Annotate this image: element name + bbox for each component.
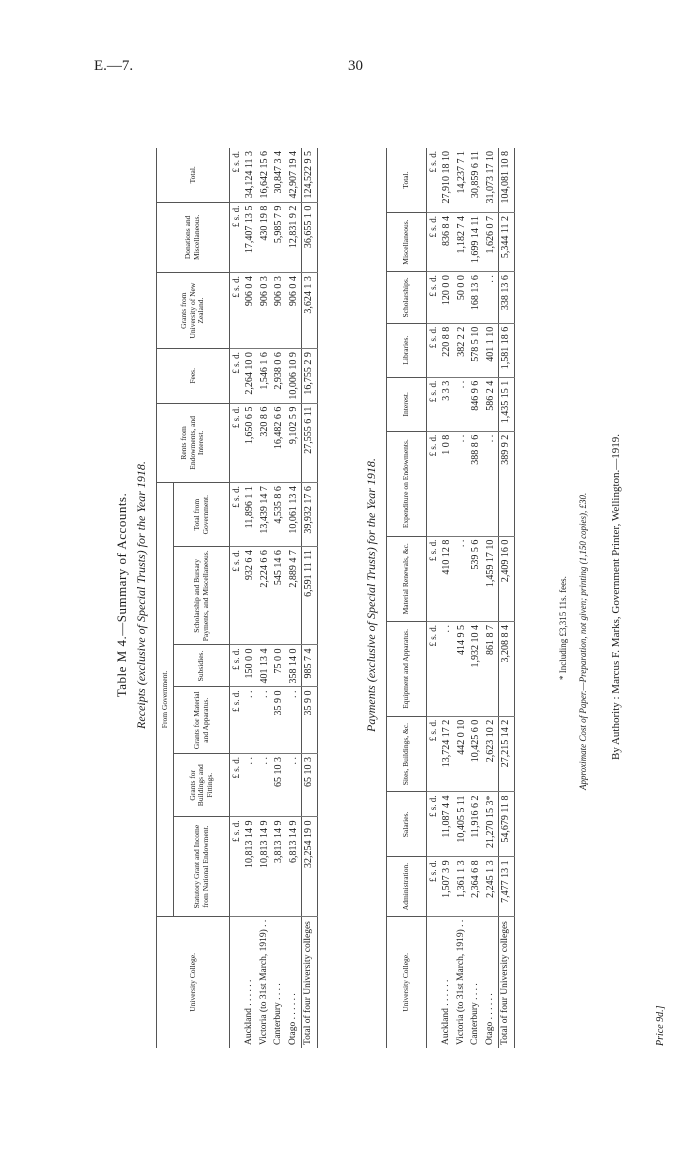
table-cell: 16,482 6 6 <box>272 403 287 483</box>
units-cell: £ s. d. <box>230 202 244 273</box>
total-cell: 36,655 1 0 <box>302 202 318 273</box>
rotated-page-content <box>110 130 680 1060</box>
table-cell: 13,724 17 2 <box>440 716 455 792</box>
col-header: Fees. <box>157 349 230 404</box>
table-cell: . . <box>455 431 470 536</box>
table-cell: . . <box>243 754 258 817</box>
table-cell: 30,847 3 4 <box>272 148 287 202</box>
table-cell: 42,907 19 4 <box>287 148 302 202</box>
units-cell: £ s. d. <box>230 148 244 202</box>
units-cell: £ s. d. <box>230 754 244 817</box>
col-header: Grants from University of New Zealand. <box>157 273 230 349</box>
units-cell: £ s. d. <box>230 403 244 483</box>
table-cell: 12,831 9 2 <box>287 202 302 273</box>
table-cell: 4,535 8 6 <box>272 483 287 547</box>
college-name: Otago . . . . . . <box>484 993 495 1045</box>
units-cell: £ s. d. <box>230 817 244 916</box>
cost-note: Approximate Cost of Paper.—Preparation, not given; printing (1,150 copies), £30. <box>578 492 588 790</box>
col-header: Equipment and Apparatus. <box>387 622 427 717</box>
college-name: Auckland . . . . . . <box>244 979 255 1045</box>
total-cell: 54,679 11 8 <box>499 792 515 857</box>
table-cell: 30,859 6 11 <box>469 148 484 213</box>
total-cell: 2,409 16 0 <box>499 536 515 621</box>
college-name: Canterbury . . . . <box>470 983 481 1045</box>
footnote: * Including £3,315 11s. fees. <box>558 576 568 680</box>
units-label <box>230 916 244 1048</box>
document-code: E.—7. <box>94 58 134 74</box>
table-cell: 2,623 10 2 <box>484 716 499 792</box>
table-cell: 836 8 4 <box>440 213 455 272</box>
table-row <box>484 148 499 1048</box>
receipts-subtitle: Receipts (exclusive of Special Trusts) for the Year 1918. <box>134 461 148 729</box>
table-cell: 50 0 0 <box>455 272 470 324</box>
table-cell: 11,896 1 1 <box>243 483 258 547</box>
table-cell: 2,264 10 0 <box>243 349 258 404</box>
table-row <box>258 148 273 1048</box>
total-cell: 32,254 19 0 <box>302 817 318 916</box>
table-cell: 1,459 17 10 <box>484 536 499 621</box>
col-header: Material Renewals, &c. <box>387 536 427 621</box>
col-header: University College. <box>157 916 230 1048</box>
total-cell: 27,555 6 11 <box>302 403 318 483</box>
printer-authority: By Authority : Marcus F. Marks, Government Printer, Wellington.—1919. <box>610 433 622 760</box>
table-cell: 21,270 15 3* <box>484 792 499 857</box>
table-cell: 401 13 4 <box>258 645 273 687</box>
units-cell: £ s. d. <box>427 148 441 213</box>
units-cell: £ s. d. <box>427 536 441 621</box>
col-header: Subsidies. <box>174 645 230 687</box>
table-row <box>469 148 484 1048</box>
col-header: Statutory Grant and Income from National Endowment. <box>174 817 230 916</box>
table-cell: 442 0 10 <box>455 716 470 792</box>
table-cell: 11,087 4 4 <box>440 792 455 857</box>
units-cell: £ s. d. <box>427 213 441 272</box>
table-cell: . . <box>258 687 273 754</box>
total-row <box>302 148 318 1048</box>
col-header: Total. <box>387 148 427 213</box>
table-cell: 220 8 8 <box>440 323 455 377</box>
table-cell: 1,932 10 4 <box>469 622 484 717</box>
table-cell: 3 3 3 <box>440 377 455 431</box>
units-cell: £ s. d. <box>427 377 441 431</box>
table-cell: . . <box>243 687 258 754</box>
table-cell: 358 14 0 <box>287 645 302 687</box>
table-cell: . . <box>484 272 499 324</box>
table-cell: 10,813 14 9 <box>258 817 273 916</box>
table-cell: . . <box>484 431 499 536</box>
col-header: Salaries. <box>387 792 427 857</box>
col-header: Libraries. <box>387 323 427 377</box>
table-cell: 34,124 11 3 <box>243 148 258 202</box>
payments-subtitle: Payments (exclusive of Special Trusts) for the Year 1918. <box>364 458 378 732</box>
table-title: Table M 4.—Summary of Accounts. <box>114 492 129 698</box>
price: Price 9d.] <box>655 1005 666 1046</box>
table-cell: 1,507 3 9 <box>440 857 455 916</box>
payments-table <box>386 148 515 1048</box>
units-cell: £ s. d. <box>427 857 441 916</box>
total-cell: 39,932 17 6 <box>302 483 318 547</box>
units-row <box>427 148 441 1048</box>
table-cell: . . <box>258 754 273 817</box>
table-cell: 846 9 6 <box>469 377 484 431</box>
table-cell: 5,985 7 9 <box>272 202 287 273</box>
table-cell: 2,889 4 7 <box>287 547 302 645</box>
col-header: Sites, Buildings, &c. <box>387 716 427 792</box>
total-cell: 6,591 11 11 <box>302 547 318 645</box>
page-number: 30 <box>348 58 363 74</box>
table-cell: 120 0 0 <box>440 272 455 324</box>
table-cell: . . <box>287 687 302 754</box>
total-cell: 985 7 4 <box>302 645 318 687</box>
table-cell: 410 12 8 <box>440 536 455 621</box>
table-row <box>272 148 287 1048</box>
col-header: Expenditure on Endowments. <box>387 431 427 536</box>
col-header: University College. <box>387 916 427 1048</box>
table-cell: 861 8 7 <box>484 622 499 717</box>
table-cell: 2,245 1 3 <box>484 857 499 916</box>
table-cell: 14,237 7 1 <box>455 148 470 213</box>
college-name: Victoria (to 31st March, 1919) . . <box>455 919 466 1045</box>
total-row <box>499 148 515 1048</box>
total-cell: 27,215 14 2 <box>499 716 515 792</box>
total-cell: 1,581 18 6 <box>499 323 515 377</box>
table-cell: . . <box>440 622 455 717</box>
table-row <box>440 148 455 1048</box>
total-cell: 7,477 13 1 <box>499 857 515 916</box>
table-cell: 13,439 14 7 <box>258 483 273 547</box>
table-cell: 1,361 1 3 <box>455 857 470 916</box>
units-cell: £ s. d. <box>427 716 441 792</box>
units-cell: £ s. d. <box>230 645 244 687</box>
units-cell: £ s. d. <box>230 273 244 349</box>
payments-body <box>427 148 515 1048</box>
college-name: Otago . . . . . . <box>287 993 298 1045</box>
col-header: Total. <box>157 148 230 202</box>
units-cell: £ s. d. <box>230 687 244 754</box>
table-cell: 1 0 8 <box>440 431 455 536</box>
table-cell: 10,813 14 9 <box>243 817 258 916</box>
col-header: Grants for Buildings and Fittings. <box>174 754 230 817</box>
table-cell: 906 0 3 <box>272 273 287 349</box>
total-label: Total of four University colleges <box>499 916 515 1048</box>
total-cell: 104,081 10 8 <box>499 148 515 213</box>
table-cell: . . <box>455 536 470 621</box>
units-cell: £ s. d. <box>230 547 244 645</box>
table-cell: 9,102 5 9 <box>287 403 302 483</box>
table-cell: 906 0 4 <box>287 273 302 349</box>
units-row <box>230 148 244 1048</box>
college-name: Canterbury . . . . <box>273 983 284 1045</box>
total-cell: 5,344 11 2 <box>499 213 515 272</box>
table-cell: 10,006 10 9 <box>287 349 302 404</box>
table-cell: 578 5 10 <box>469 323 484 377</box>
table-cell: 932 6 4 <box>243 547 258 645</box>
col-header: Donations and Miscellaneous. <box>157 202 230 273</box>
units-cell: £ s. d. <box>230 349 244 404</box>
table-cell: 388 8 6 <box>469 431 484 536</box>
table-row <box>243 148 258 1048</box>
units-cell: £ s. d. <box>427 431 441 536</box>
total-cell: 3,208 8 4 <box>499 622 515 717</box>
units-cell: £ s. d. <box>230 483 244 547</box>
col-header: Scholarships. <box>387 272 427 324</box>
units-cell: £ s. d. <box>427 323 441 377</box>
table-cell: 16,642 15 6 <box>258 148 273 202</box>
table-cell: 906 0 4 <box>243 273 258 349</box>
table-cell: 1,699 14 11 <box>469 213 484 272</box>
col-header: Grants for Material and Apparatus. <box>174 687 230 754</box>
table-cell: 65 10 3 <box>272 754 287 817</box>
college-name: Auckland . . . . . . <box>441 979 452 1045</box>
table-cell: 6,813 14 9 <box>287 817 302 916</box>
table-cell: 150 0 0 <box>243 645 258 687</box>
table-cell: 75 0 0 <box>272 645 287 687</box>
table-cell: . . <box>455 377 470 431</box>
units-cell: £ s. d. <box>427 792 441 857</box>
col-header: Total from Government. <box>174 483 230 547</box>
table-cell: 1,626 0 7 <box>484 213 499 272</box>
table-cell: . . <box>287 754 302 817</box>
total-cell: 1,435 15 1 <box>499 377 515 431</box>
table-cell: 906 0 3 <box>258 273 273 349</box>
table-cell: 401 1 10 <box>484 323 499 377</box>
total-cell: 65 10 3 <box>302 754 318 817</box>
col-header: Interest. <box>387 377 427 431</box>
table-row <box>455 148 470 1048</box>
col-header: Rents from Endowments, and Interest. <box>157 403 230 483</box>
total-cell: 16,755 2 9 <box>302 349 318 404</box>
total-label: Total of four University colleges <box>302 916 318 1048</box>
units-cell: £ s. d. <box>427 272 441 324</box>
total-cell: 124,522 9 5 <box>302 148 318 202</box>
total-cell: 35 9 0 <box>302 687 318 754</box>
table-cell: 35 9 0 <box>272 687 287 754</box>
table-cell: 1,650 6 5 <box>243 403 258 483</box>
total-cell: 389 9 2 <box>499 431 515 536</box>
col-header: Scholarship and Bursary Payments, and Miscellaneous. <box>174 547 230 645</box>
table-cell: 414 9 5 <box>455 622 470 717</box>
college-name: Victoria (to 31st March, 1919) . . <box>258 919 269 1045</box>
table-cell: 2,224 6 6 <box>258 547 273 645</box>
table-cell: 539 5 6 <box>469 536 484 621</box>
table-cell: 320 8 6 <box>258 403 273 483</box>
table-cell: 1,182 7 4 <box>455 213 470 272</box>
table-cell: 3,813 14 9 <box>272 817 287 916</box>
total-cell: 3,624 1 3 <box>302 273 318 349</box>
table-cell: 2,938 0 6 <box>272 349 287 404</box>
table-cell: 2,364 6 8 <box>469 857 484 916</box>
group-header-from-government: From Government. <box>157 483 174 917</box>
col-header: Administration. <box>387 857 427 916</box>
table-cell: 31,073 17 10 <box>484 148 499 213</box>
table-cell: 430 19 8 <box>258 202 273 273</box>
units-cell: £ s. d. <box>427 622 441 717</box>
table-cell: 168 13 6 <box>469 272 484 324</box>
table-cell: 382 2 2 <box>455 323 470 377</box>
table-row <box>287 148 302 1048</box>
col-header: Miscellaneous. <box>387 213 427 272</box>
receipts-body <box>230 148 318 1048</box>
units-label <box>427 916 441 1048</box>
table-cell: 10,061 13 4 <box>287 483 302 547</box>
table-cell: 10,425 6 0 <box>469 716 484 792</box>
table-cell: 11,916 6 2 <box>469 792 484 857</box>
table-cell: 17,407 13 5 <box>243 202 258 273</box>
table-cell: 545 14 6 <box>272 547 287 645</box>
total-cell: 338 13 6 <box>499 272 515 324</box>
table-cell: 1,546 1 6 <box>258 349 273 404</box>
table-cell: 586 2 4 <box>484 377 499 431</box>
table-cell: 27,910 18 10 <box>440 148 455 213</box>
table-cell: 10,405 5 11 <box>455 792 470 857</box>
receipts-table <box>156 148 318 1048</box>
